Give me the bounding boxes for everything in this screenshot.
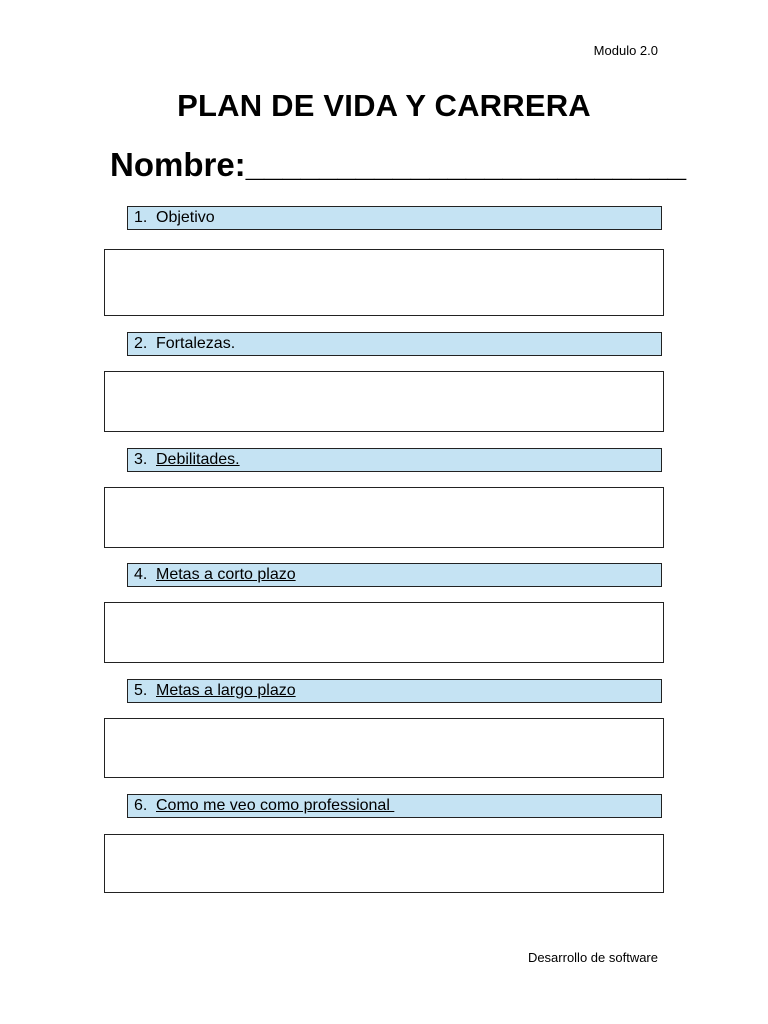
answer-box-professional[interactable] <box>104 834 664 893</box>
header-module-label: Modulo 2.0 <box>593 43 658 58</box>
section-label: Metas a corto plazo <box>156 566 296 583</box>
section-header-objetivo <box>127 206 662 230</box>
answer-box-debilitades[interactable] <box>104 487 664 548</box>
section-label: Fortalezas. <box>156 335 236 352</box>
section-number: 4. <box>134 566 148 583</box>
answer-box-objetivo[interactable] <box>104 249 664 316</box>
section-header-metas-largo <box>127 679 662 703</box>
section-header-professional <box>127 794 662 818</box>
section-number: 3. <box>134 451 148 468</box>
answer-box-fortalezas[interactable] <box>104 371 664 432</box>
document-title: PLAN DE VIDA Y CARRERA <box>177 88 591 123</box>
name-blank-line[interactable]: ________________________ <box>245 146 687 183</box>
section-header-fortalezas <box>127 332 662 356</box>
section-number: 6. <box>134 797 148 814</box>
section-label: Como me veo como professional <box>156 797 395 814</box>
section-label: Debilitades. <box>156 451 240 468</box>
section-label: Metas a largo plazo <box>156 682 296 699</box>
section-number: 2. <box>134 335 148 352</box>
section-label: Objetivo <box>156 209 215 226</box>
section-number: 5. <box>134 682 148 699</box>
section-header-debilitades <box>127 448 662 472</box>
answer-box-metas-largo[interactable] <box>104 718 664 778</box>
section-header-metas-corto <box>127 563 662 587</box>
answer-box-metas-corto[interactable] <box>104 602 664 663</box>
footer-text: Desarrollo de software <box>527 950 658 965</box>
name-field <box>110 146 686 184</box>
name-label: Nombre: <box>110 146 246 183</box>
section-number: 1. <box>134 209 148 226</box>
